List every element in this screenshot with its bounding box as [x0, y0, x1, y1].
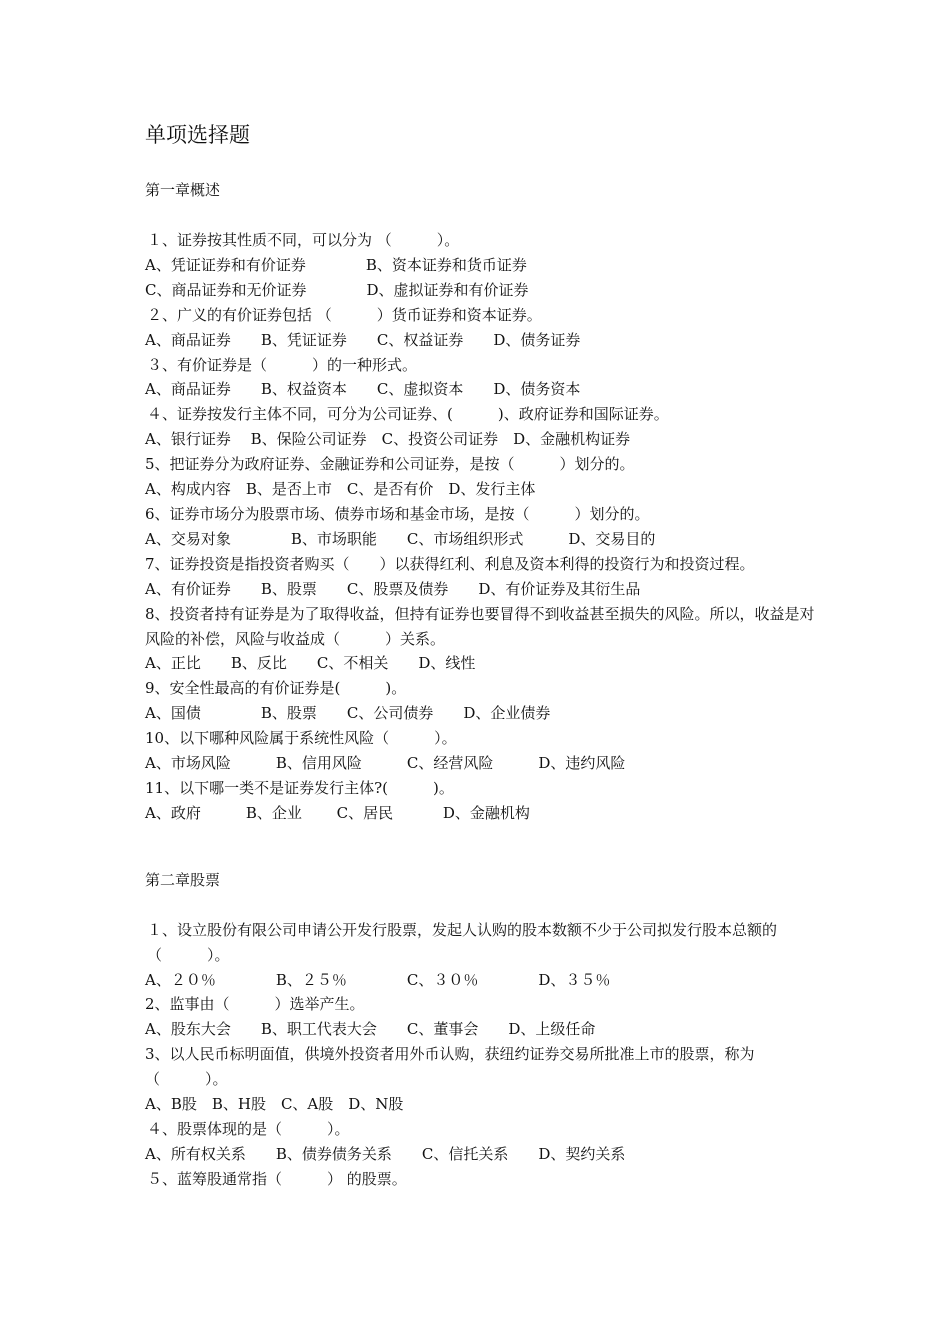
question-line: 9、安全性最高的有价证券是( )。 — [145, 679, 407, 698]
question-line: １、证券按其性质不同，可以分为 （ ）。 — [147, 231, 460, 249]
options-line: A、B股 B、H股 C、A股 D、N股 — [145, 1095, 404, 1114]
question-line: 2、监事由（ ）选举产生。 — [145, 995, 365, 1014]
question-line: ２、广义的有价证券包括 （ ）货币证券和资本证券。 — [147, 305, 542, 324]
question-line: ５、蓝筹股通常指（ ） 的股票。 — [147, 1169, 407, 1188]
question-line: 11、以下哪一类不是证券发行主体?( )。 — [145, 778, 454, 797]
options-line: A、政府 B、企业 C、居民 D、金融机构 — [145, 803, 530, 822]
chapter-1-body — [145, 228, 815, 826]
options-line: A、凭证证券和有价证券 B、资本证券和货币证券 — [145, 255, 527, 274]
options-line: A、交易对象 B、市场职能 C、市场组织形式 D、交易目的 — [145, 529, 656, 548]
options-line: A、银行证券 B、保险公司证券 C、投资公司证券 D、金融机构证券 — [145, 430, 631, 449]
chapter-2-title: 第二章股票 — [145, 870, 221, 889]
chapter-2-body — [145, 918, 815, 1192]
question-line: ４、证券按发行主体不同，可分为公司证券、( )、政府证券和国际证券。 — [147, 405, 669, 424]
options-line: A、商品证券 B、权益资本 C、虚拟资本 D、债务资本 — [145, 380, 581, 399]
options-line: A、有价证券 B、股票 C、股票及债券 D、有价证券及其衍生品 — [145, 579, 641, 598]
options-line: A、正比 B、反比 C、不相关 D、线性 — [145, 654, 476, 673]
question-line: １、设立股份有限公司申请公开发行股票，发起人认购的股本数额不少于公司拟发行股本总额的（ ）。 — [147, 920, 778, 964]
question-line: 8、投资者持有证券是为了取得收益，但持有证券也要冒得不到收益甚至损失的风险。所以，收益是对风险的补偿，风险与收益成（ ）关系。 — [145, 604, 815, 648]
options-line: A、所有权关系 B、债券债务关系 C、信托关系 D、契约关系 — [145, 1144, 626, 1163]
question-line: 3、以人民币标明面值，供境外投资者用外币认购，获纽约证券交易所批准上市的股票，称为（ ）。 — [145, 1045, 755, 1089]
question-line: 7、证券投资是指投资者购买（ ）以获得红利、利息及资本利得的投资行为和投资过程。 — [145, 554, 755, 573]
question-line: 10、以下哪种风险属于系统性风险（ ）。 — [145, 729, 457, 748]
question-line: 5、把证券分为政府证券、金融证券和公司证券，是按（ ）划分的。 — [145, 455, 635, 474]
options-line: A、国债 B、股票 C、公司债券 D、企业债券 — [145, 704, 551, 723]
options-line: A、构成内容 B、是否上市 C、是否有价 D、发行主体 — [145, 480, 536, 499]
options-line: A、股东大会 B、职工代表大会 C、董事会 D、上级任命 — [145, 1020, 596, 1039]
chapter-spacer — [145, 826, 815, 868]
document-content — [145, 118, 815, 1192]
options-line: A、２０％ B、２５％ C、３０％ D、３５％ — [145, 970, 611, 989]
chapter-1-title: 第一章概述 — [145, 181, 221, 199]
options-line: C、商品证券和无价证券 D、虚拟证券和有价证券 — [145, 280, 529, 299]
document-title: 单项选择题 — [145, 123, 250, 147]
question-line: ３、有价证券是（ ）的一种形式。 — [147, 355, 418, 374]
options-line: A、商品证券 B、凭证证券 C、权益证券 D、债务证券 — [145, 330, 581, 349]
question-line: ４、股票体现的是（ ）。 — [147, 1120, 350, 1138]
question-line: 6、证券市场分为股票市场、债券市场和基金市场，是按（ ）划分的。 — [145, 504, 650, 523]
options-line: A、市场风险 B、信用风险 C、经营风险 D、违约风险 — [145, 754, 626, 773]
